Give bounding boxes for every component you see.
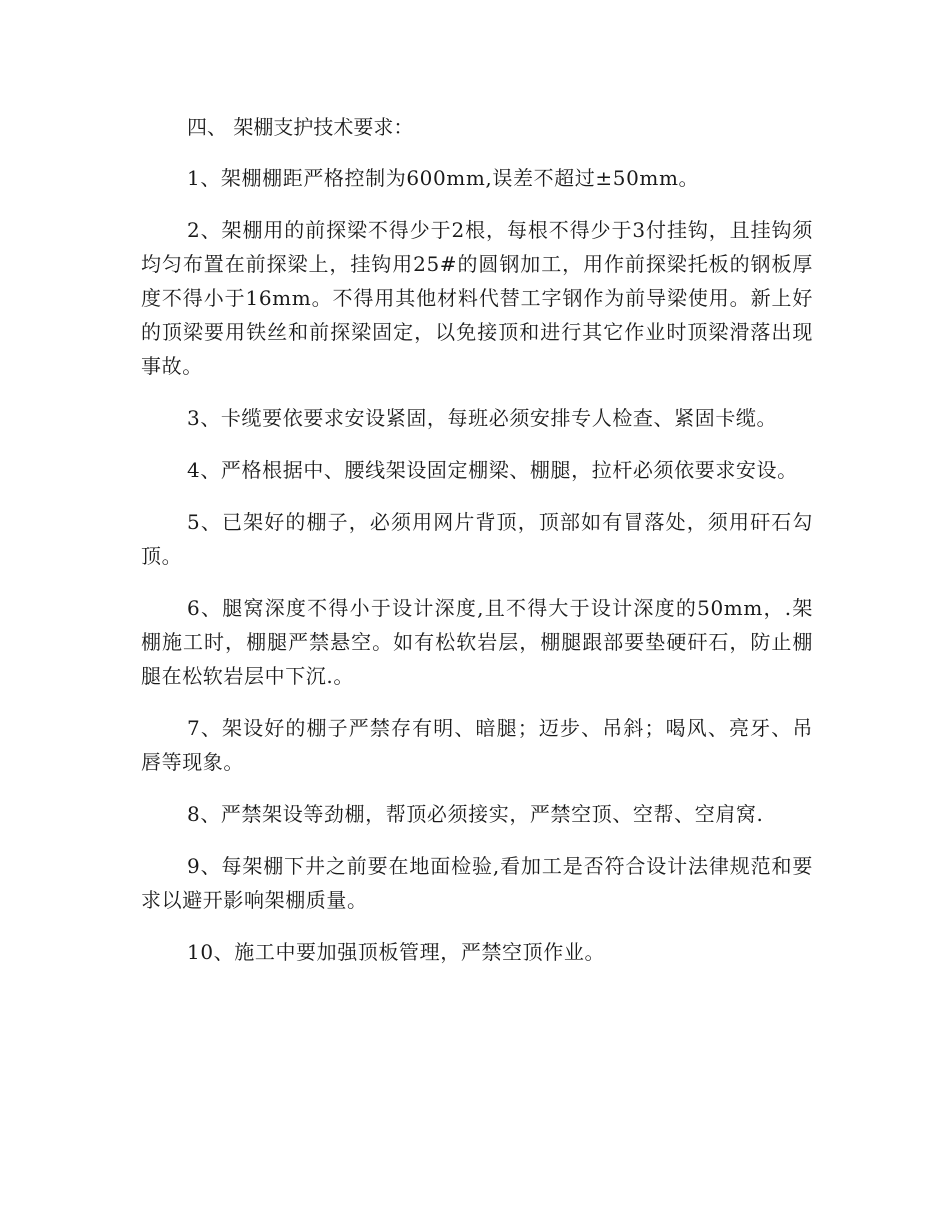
requirement-item-2: 2、架棚用的前探梁不得少于2根，每根不得少于3付挂钩，且挂钩须均匀布置在前探梁上，挂钩用25#的圆钢加工，用作前探梁托板的钢板厚度不得小于16mm。不得用其他材料代替工字钢作为前导梁使用。新上好的顶梁要用铁丝和前探梁固定，以免接顶和进行其它作业时顶梁滑落出现事故。 bbox=[141, 218, 813, 378]
document-body bbox=[141, 111, 813, 969]
requirement-item-3: 3、卡缆要依要求安设紧固，每班必须安排专人检查、紧固卡缆。 bbox=[187, 406, 778, 430]
requirement-item-9: 9、每架棚下井之前要在地面检验,看加工是否符合设计法律规范和要求以避开影响架棚质量。 bbox=[141, 854, 813, 912]
requirement-item-10: 10、施工中要加强顶板管理，严禁空顶作业。 bbox=[187, 940, 606, 964]
requirement-item-6: 6、腿窝深度不得小于设计深度,且不得大于设计深度的50mm，.架棚施工时，棚腿严禁悬空。如有松软岩层，棚腿跟部要垫硬矸石，防止棚腿在松软岩层中下沉.。 bbox=[141, 596, 813, 688]
section-heading: 四、 架棚支护技术要求： bbox=[187, 115, 414, 139]
requirement-item-5: 5、已架好的棚子，必须用网片背顶，顶部如有冒落处，须用矸石勾顶。 bbox=[141, 510, 813, 568]
requirement-item-4: 4、严格根据中、腰线架设固定棚梁、棚腿，拉杆必须依要求安设。 bbox=[187, 458, 798, 482]
requirement-item-1: 1、架棚棚距严格控制为600mm,误差不超过±50mm。 bbox=[187, 166, 700, 190]
requirement-item-8: 8、严禁架设等劲棚，帮顶必须接实，严禁空顶、空帮、空肩窝. bbox=[187, 802, 764, 826]
requirement-item-7: 7、架设好的棚子严禁存有明、暗腿；迈步、吊斜；喝风、亮牙、吊唇等现象。 bbox=[141, 716, 813, 774]
